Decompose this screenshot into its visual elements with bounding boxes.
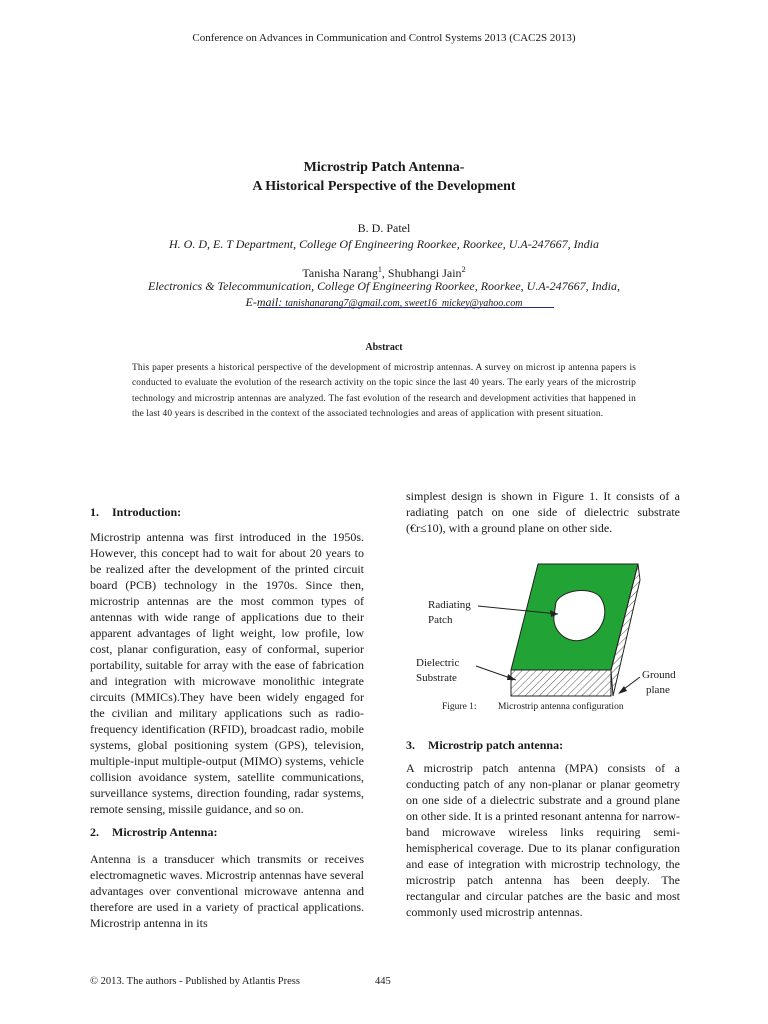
- dielectric-substrate: [511, 670, 611, 696]
- section-1-body: Microstrip antenna was first introduced in the 1950s. However, this concept had to wait for about 20 years to be realized after the development of the printed circuit board (PCB) technology in the 1970s. Since then, microstrip antennas are the most common types of antennas with wide range of applications due to their apparent advantages of light weight, low profile, low cost, planar configuration, easy of conformal, superior portability, suitable for array with the ease of fabrication and integration with microwave monolithic integrate circuits (MMICs).They have been widely engaged for the civilian and military applications such as radio-frequency identification (RFID), broadcast radio, mobile systems, global positioning system (GPS), television, multiple-input multiple-output (MIMO) systems, vehicle collision avoidance system, satellite communications, surveillance systems, direction founding, radar systems, remote sensing, missile guidance, and so on.: [90, 530, 364, 816]
- right-column-continuation: simplest design is shown in Figure 1. It consists of a radiating patch on one side of dielectric substrate (€r≤10), with a ground plane on other side.: [406, 489, 680, 535]
- footer-copyright: © 2013. The authors - Published by Atlantis Press: [90, 976, 300, 987]
- section-2-body: Antenna is a transducer which transmits or receives electromagnetic waves. Microstrip antennas have several advantages over conventional microwave antenna and therefore are used in a variety of practical applications. Microstrip antenna in its: [90, 852, 364, 930]
- author-sup-a: 1: [377, 265, 382, 274]
- email-label: E-mail:: [245, 295, 283, 309]
- title-line-2: A Historical Perspective of the Development: [252, 179, 516, 194]
- author-1-name: B. D. Patel: [357, 221, 411, 235]
- author-2-affiliation: Electronics & Telecommunication, College Of Engineering Roorkee, Roorkee, U.A-247667, India,: [147, 279, 620, 293]
- author-1-affiliation: H. O. D, E. T Department, College Of Engineering Roorkee, Roorkee, U.A-247667, India: [168, 237, 600, 251]
- section-3-title: Microstrip patch antenna:: [428, 738, 564, 752]
- figure-caption-text: Microstrip antenna configuration: [498, 702, 624, 712]
- section-3-heading: [406, 738, 684, 753]
- figure-1: [406, 560, 696, 720]
- email-link-2[interactable]: sweet16_mickey@yahoo.com: [404, 298, 523, 309]
- label-patch: Patch: [428, 614, 453, 626]
- label-ground: Ground: [642, 669, 676, 681]
- section-2-number: 2.: [90, 825, 99, 839]
- section-3-number: 3.: [406, 738, 415, 752]
- email-separator: ,: [399, 298, 405, 309]
- label-dielectric: Dielectric: [416, 657, 460, 669]
- section-1-number: 1.: [90, 505, 99, 519]
- email-link-1[interactable]: tanishanarang7@gmail.com: [285, 298, 400, 309]
- author-separator: ,: [381, 266, 388, 280]
- label-plane: plane: [646, 684, 670, 696]
- abstract-heading: Abstract: [365, 342, 403, 353]
- author-name-b: Shubhangi Jain: [387, 266, 462, 280]
- author-email-line: [0, 294, 768, 312]
- label-radiating-patch: [428, 598, 471, 628]
- author-name-a: Tanisha Narang: [302, 266, 378, 280]
- label-radiating: Radiating: [428, 599, 471, 611]
- label-substrate: Substrate: [416, 672, 457, 684]
- label-dielectric-substrate: [416, 656, 459, 686]
- section-2-title: Microstrip Antenna:: [112, 825, 218, 839]
- author-sup-b: 2: [461, 265, 466, 274]
- section-3-body: A microstrip patch antenna (MPA) consists of a conducting patch of any non-planar or planar geometry on one side of a dielectric substrate and a ground plane on other side. It is a printed resonant antenna for narrow-band microwave wireless links requiring semi-hemispherical coverage. Due to its planar configuration and ease of integration with microstrip technology, the microstrip patch antenna has been deeply. The rectangular and circular patches are the basic and most commonly used microstrip antennas.: [406, 761, 680, 919]
- title-line-1: Microstrip Patch Antenna-: [303, 160, 465, 175]
- paper-title: [0, 158, 768, 196]
- email-underline: [258, 307, 554, 308]
- abstract-text: This paper presents a historical perspective of the development of microstrip antennas. A survey on microst ip antenna papers is conducted to evaluate the evolution of the research activity on the topic since the last 40 years. The early years of the microstrip technology and microstrip antennas are analyzed. The fast evolution of the research and development activities that happened in the last 40 years is described in the context of the associated technologies and areas of application with present situation.: [132, 363, 636, 420]
- section-1-title: Introduction:: [112, 505, 182, 519]
- label-ground-plane: [642, 668, 676, 698]
- section-2-heading: [90, 825, 368, 840]
- figure-caption-number: Figure 1:: [442, 702, 477, 712]
- page-number: 445: [375, 976, 391, 987]
- conference-header: Conference on Advances in Communication and Control Systems 2013 (CAC2S 2013): [192, 32, 576, 44]
- section-1-heading: [90, 505, 368, 520]
- figure-1-caption: [442, 702, 624, 712]
